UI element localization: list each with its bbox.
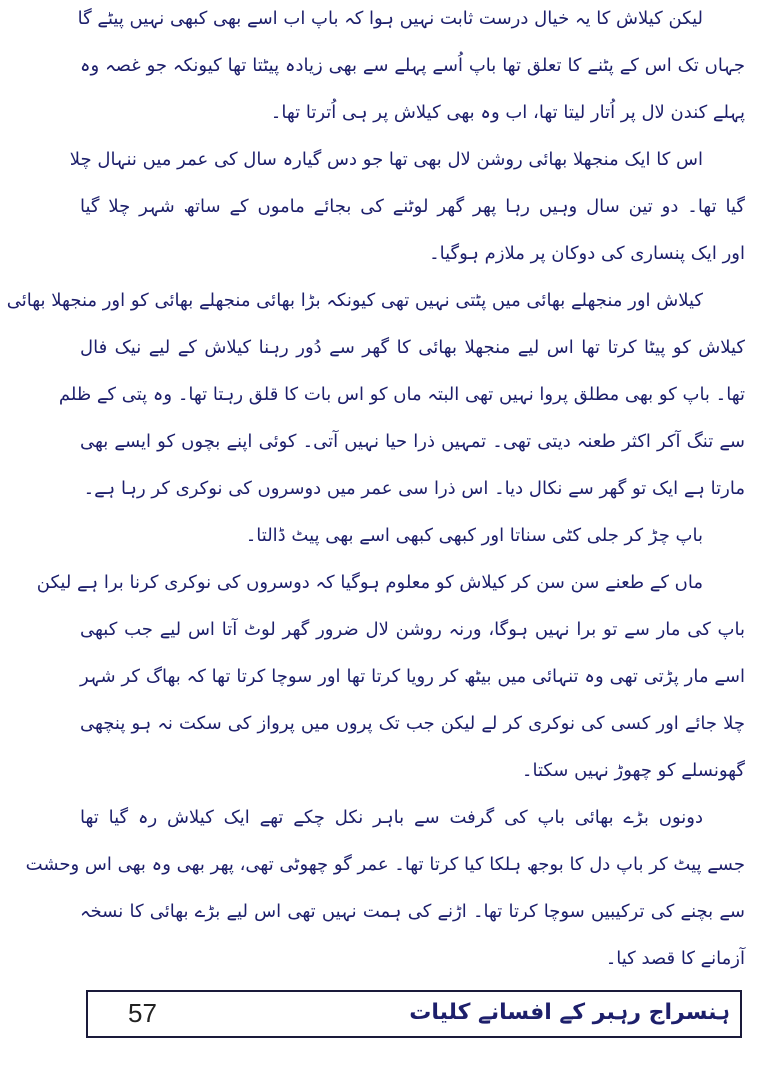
text-line: گھونسلے کو چھوڑ نہیں سکتا۔ — [521, 760, 745, 781]
text-line: باپ کی مار سے تو برا نہیں ہوگا، ورنہ روشن لال ضرور گھر لوٹ آتا اس لیے جب کبھی — [80, 619, 745, 640]
text-line: کیلاش اور منجھلے بھائی میں پٹتی نہیں تھی کیونکہ بڑا بھائی منجھلے بھائی کو اور منجھلا بھائی — [6, 290, 703, 311]
text-line: اور ایک پنساری کی دوکان پر ملازم ہوگیا۔ — [429, 243, 745, 264]
text-line: مارتا ہے ایک تو گھر سے نکال دیا۔ اس ذرا سی عمر میں دوسروں کی نوکری کر رہا ہے۔ — [83, 478, 745, 499]
paragraph — [36, 559, 745, 794]
text-line: پہلے کندن لال پر اُتار لیتا تھا، اب وہ بھی کیلاش پر ہی اُترتا تھا۔ — [270, 102, 745, 123]
paragraph — [77, 0, 745, 136]
text-line: لیکن کیلاش کا یہ خیال درست ثابت نہیں ہوا کہ باپ اب اسے بھی کبھی نہیں پیٹے گا — [77, 8, 703, 29]
text-line: جہاں تک اس کے پٹنے کا تعلق تھا باپ اُسے پہلے سے بھی زیادہ پیٹتا تھا کیونکہ جو غصہ وہ — [80, 55, 745, 76]
paragraph — [69, 136, 745, 277]
text-line: اسے مار پڑتی تھی وہ تنہائی میں بیٹھ کر رویا کرتا تھا اور سوچا کرتا تھا کہ بھاگ کر شہر — [80, 666, 745, 687]
page-footer — [86, 990, 742, 1038]
text-line: سے تنگ آکر اکثر طعنہ دیتی تھی۔ تمہیں ذرا حیا نہیں آتی۔ کوئی اپنے بچوں کو ایسے بھی — [80, 431, 745, 452]
text-line: گیا تھا۔ دو تین سال وہیں رہا پھر گھر لوٹنے کی بجائے ماموں کے ساتھ شہر چلا گیا — [80, 196, 745, 217]
text-line: چلا جائے اور کسی کی نوکری کر لے لیکن جب تک پروں میں پرواز کی سکت نہ ہو پنچھی — [80, 713, 745, 734]
text-line: آزمانے کا قصد کیا۔ — [605, 948, 745, 969]
paragraph — [6, 277, 745, 512]
text-line: سے بچنے کی ترکیبیں سوچا کرتا تھا۔ اڑنے کی ہمت نہیں تھی اس لیے بڑے بھائی کا نسخہ — [80, 901, 745, 922]
text-line: باپ چڑ کر جلی کٹی سناتا اور کبھی کبھی اسے بھی پیٹ ڈالتا۔ — [245, 525, 703, 546]
page-body — [6, 0, 745, 982]
text-line: تھا۔ باپ کو بھی مطلق پروا نہیں تھی البتہ ماں کو اس بات کا قلق رہتا تھا۔ وہ پتی کے ظلم — [58, 384, 745, 405]
paragraph — [80, 512, 745, 559]
text-line: جسے پیٹ کر باپ دل کا بوجھ ہلکا کیا کرتا تھا۔ عمر گو چھوٹی تھی، پھر بھی وہ بھی اس وحشت — [25, 854, 745, 875]
text-line: دونوں بڑے بھائی باپ کی گرفت سے باہر نکل چکے تھے ایک کیلاش رہ گیا تھا — [80, 807, 703, 828]
page-number: 57 — [128, 998, 157, 1028]
text-line: ماں کے طعنے سن سن کر کیلاش کو معلوم ہوگیا کہ دوسروں کی نوکری کرنا برا ہے لیکن — [36, 572, 703, 593]
book-title: ہنسراج رہبر کے افسانے کلیات — [409, 1000, 730, 1025]
text-line: اس کا ایک منجھلا بھائی روشن لال بھی تھا جو دس گیارہ سال کی عمر میں ننہال چلا — [69, 149, 703, 170]
text-line: کیلاش کو پیٹا کرتا تھا اس لیے منجھلا بھائی کا گھر سے دُور رہنا کیلاش کے لیے نیک فال — [80, 337, 745, 358]
paragraph — [25, 794, 745, 982]
